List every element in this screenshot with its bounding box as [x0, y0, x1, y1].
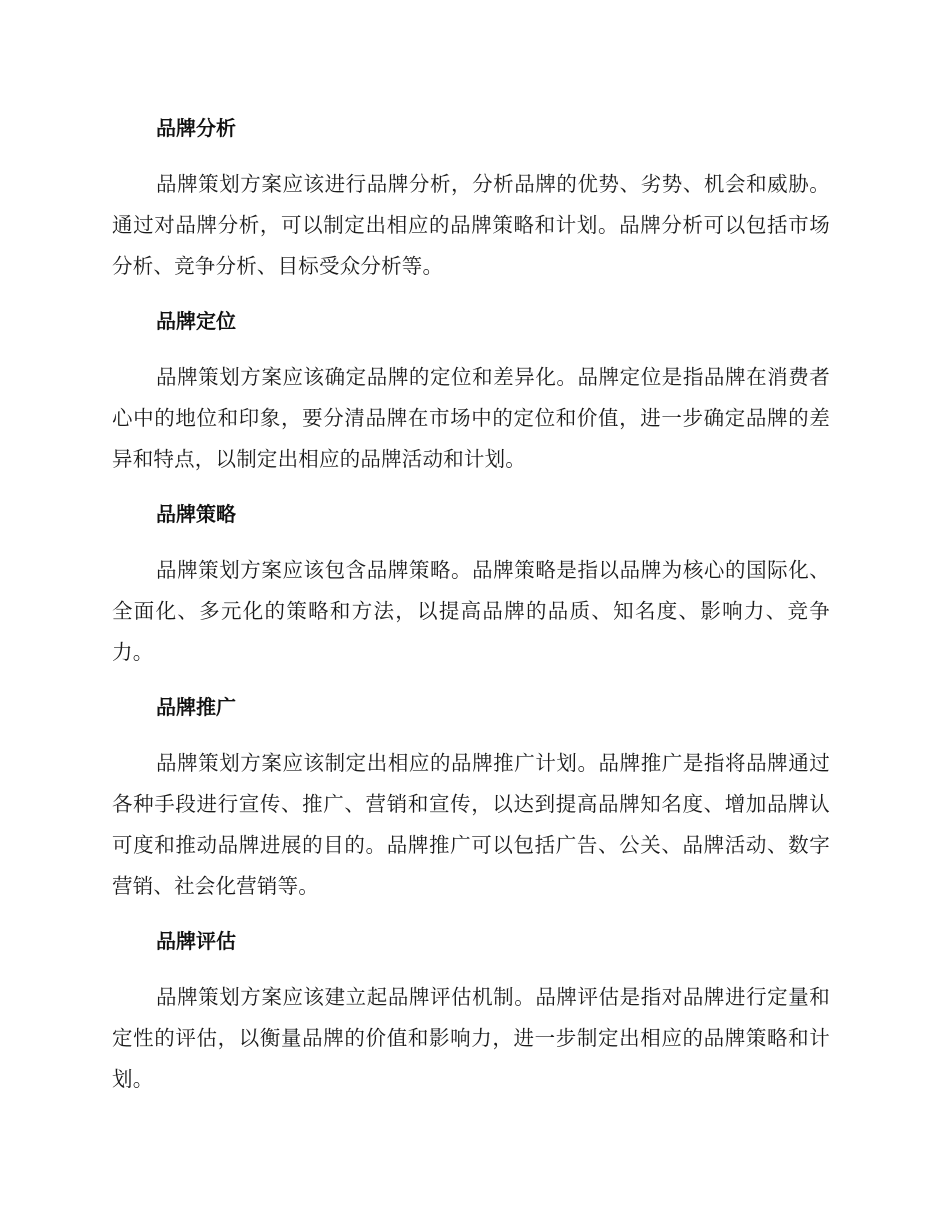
section-brand-evaluation [112, 921, 830, 1100]
section-paragraph: 品牌策划方案应该建立起品牌评估机制。品牌评估是指对品牌进行定量和定性的评估，以衡量品牌的价值和影响力，进一步制定出相应的品牌策略和计划。 [112, 985, 830, 1091]
section-title: 品牌推广 [156, 695, 236, 719]
section-paragraph: 品牌策划方案应该包含品牌策略。品牌策略是指以品牌为核心的国际化、全面化、多元化的策略和方法，以提高品牌的品质、知名度、影响力、竞争力。 [112, 558, 830, 664]
section-title: 品牌分析 [156, 116, 236, 140]
section-paragraph: 品牌策划方案应该确定品牌的定位和差异化。品牌定位是指品牌在消费者心中的地位和印象，要分清品牌在市场中的定位和价值，进一步确定品牌的差异和特点，以制定出相应的品牌活动和计划。 [112, 365, 830, 471]
section-paragraph: 品牌策划方案应该制定出相应的品牌推广计划。品牌推广是指将品牌通过各种手段进行宣传、推广、营销和宣传，以达到提高品牌知名度、增加品牌认可度和推动品牌进展的目的。品牌推广可以包括广告、公关、品牌活动、数字营销、社会化营销等。 [112, 751, 830, 898]
section-title: 品牌评估 [156, 929, 236, 953]
section-brand-analysis [112, 108, 830, 287]
section-paragraph: 品牌策划方案应该进行品牌分析，分析品牌的优势、劣势、机会和威胁。通过对品牌分析，可以制定出相应的品牌策略和计划。品牌分析可以包括市场分析、竞争分析、目标受众分析等。 [112, 172, 830, 278]
section-title: 品牌定位 [156, 309, 236, 333]
section-title: 品牌策略 [156, 502, 236, 526]
document-content [112, 108, 830, 1114]
section-brand-strategy [112, 494, 830, 673]
section-brand-promotion [112, 687, 830, 907]
section-brand-positioning [112, 301, 830, 480]
